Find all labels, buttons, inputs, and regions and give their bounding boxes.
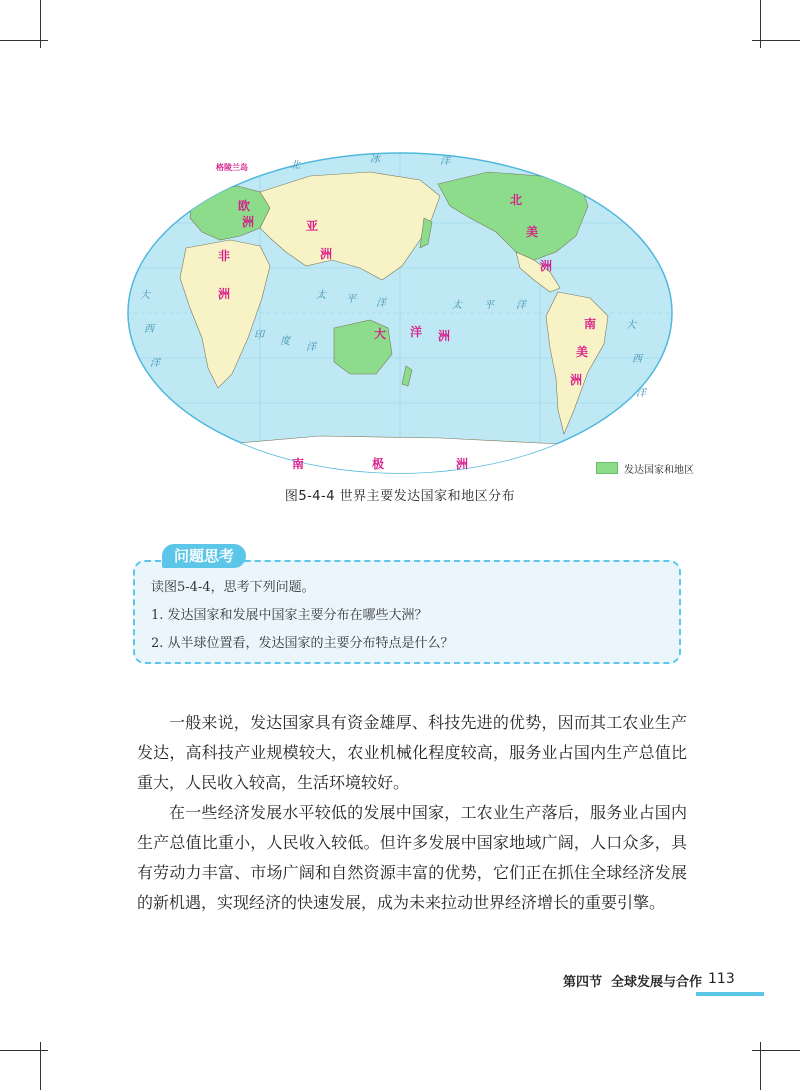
label-europe-1: 欧 (238, 199, 251, 213)
label-atlantic-east-2: 西 (632, 354, 642, 365)
label-antarctica-2: 极 (372, 457, 385, 471)
crop-mark-top-left-h (0, 40, 48, 41)
antarctica (160, 436, 640, 478)
world-map-svg (120, 148, 680, 478)
label-pacific-west-2: 平 (346, 294, 356, 305)
label-oceania-2: 洋 (410, 325, 423, 339)
label-atlantic-west-3: 洋 (150, 358, 160, 369)
label-south-america-3: 洲 (570, 373, 583, 387)
figure-caption: 图5-4-4 世界主要发达国家和地区分布 (284, 489, 516, 504)
label-south-america-1: 南 (584, 317, 597, 331)
label-arctic-1: 北 (290, 160, 300, 171)
question-box-title: 问题思考 (162, 544, 246, 568)
question-2: 2. 从半球位置看，发达国家的主要分布特点是什么？ (151, 636, 454, 651)
question-box (133, 560, 681, 664)
legend-label: 发达国家和地区 (624, 464, 694, 476)
label-pacific-east-3: 洋 (516, 300, 526, 311)
label-pacific-east-1: 太 (452, 300, 462, 311)
crop-mark-top-right-h (752, 40, 800, 41)
label-oceania-3: 洲 (438, 329, 451, 343)
crop-mark-bottom-left-h (0, 1050, 48, 1051)
label-atlantic-east-3: 洋 (636, 388, 646, 399)
label-north-america-2: 美 (526, 225, 539, 239)
label-atlantic-west-1: 大 (140, 290, 150, 301)
paragraph-1: 一般来说，发达国家具有资金雄厚、科技先进的优势，因而其工农业生产发达，高科技产业规模较大，农业机械化程度较高，服务业占国内生产总值比重大，人民收入较高，生活环境较好。 (137, 713, 687, 792)
label-atlantic-west-2: 西 (144, 324, 154, 335)
map-legend (596, 458, 706, 478)
footer-title: 全球发展与合作 (611, 975, 703, 990)
label-arctic-3: 洋 (440, 156, 450, 167)
question-1: 1. 发达国家和发展中国家主要分布在哪些大洲？ (151, 608, 428, 623)
label-asia-1: 亚 (306, 219, 319, 233)
world-map (120, 148, 680, 478)
label-pacific-west-3: 洋 (376, 298, 386, 309)
label-africa-1: 非 (218, 249, 231, 263)
question-intro: 读图5-4-4，思考下列问题。 (151, 580, 315, 595)
footer-accent-bar (696, 992, 764, 996)
label-indian-1: 印 (254, 330, 264, 341)
legend-swatch-developed (596, 462, 618, 474)
label-oceania-1: 大 (374, 327, 387, 341)
label-south-america-2: 美 (576, 345, 589, 359)
label-europe-2: 洲 (242, 215, 255, 229)
label-antarctica-3: 洲 (456, 457, 469, 471)
label-indian-2: 度 (280, 336, 290, 347)
label-asia-2: 洲 (320, 247, 333, 261)
page-number: 113 (708, 971, 735, 987)
label-pacific-west-1: 太 (316, 290, 326, 301)
footer-section: 第四节 (563, 975, 603, 990)
label-atlantic-east-1: 大 (626, 320, 636, 331)
label-greenland: 格陵兰岛 (216, 162, 248, 172)
label-north-america-3: 洲 (540, 259, 553, 273)
crop-mark-bottom-right-h (752, 1050, 800, 1051)
label-indian-3: 洋 (306, 342, 316, 353)
label-antarctica-1: 南 (292, 457, 305, 471)
label-africa-2: 洲 (218, 287, 231, 301)
paragraph-2: 在一些经济发展水平较低的发展中国家，工农业生产落后，服务业占国内生产总值比重小，人民收入较低。但许多发展中国家地域广阔，人口众多，具有劳动力丰富、市场广阔和自然资源丰富的优势，它们正在抓住全球经济发展的新机遇，实现经济的快速发展，成为未来拉动世界经济增长的重要引擎。 (137, 803, 687, 912)
label-pacific-east-2: 平 (484, 300, 494, 311)
label-north-america-1: 北 (510, 193, 523, 207)
label-arctic-2: 冰 (370, 154, 380, 165)
